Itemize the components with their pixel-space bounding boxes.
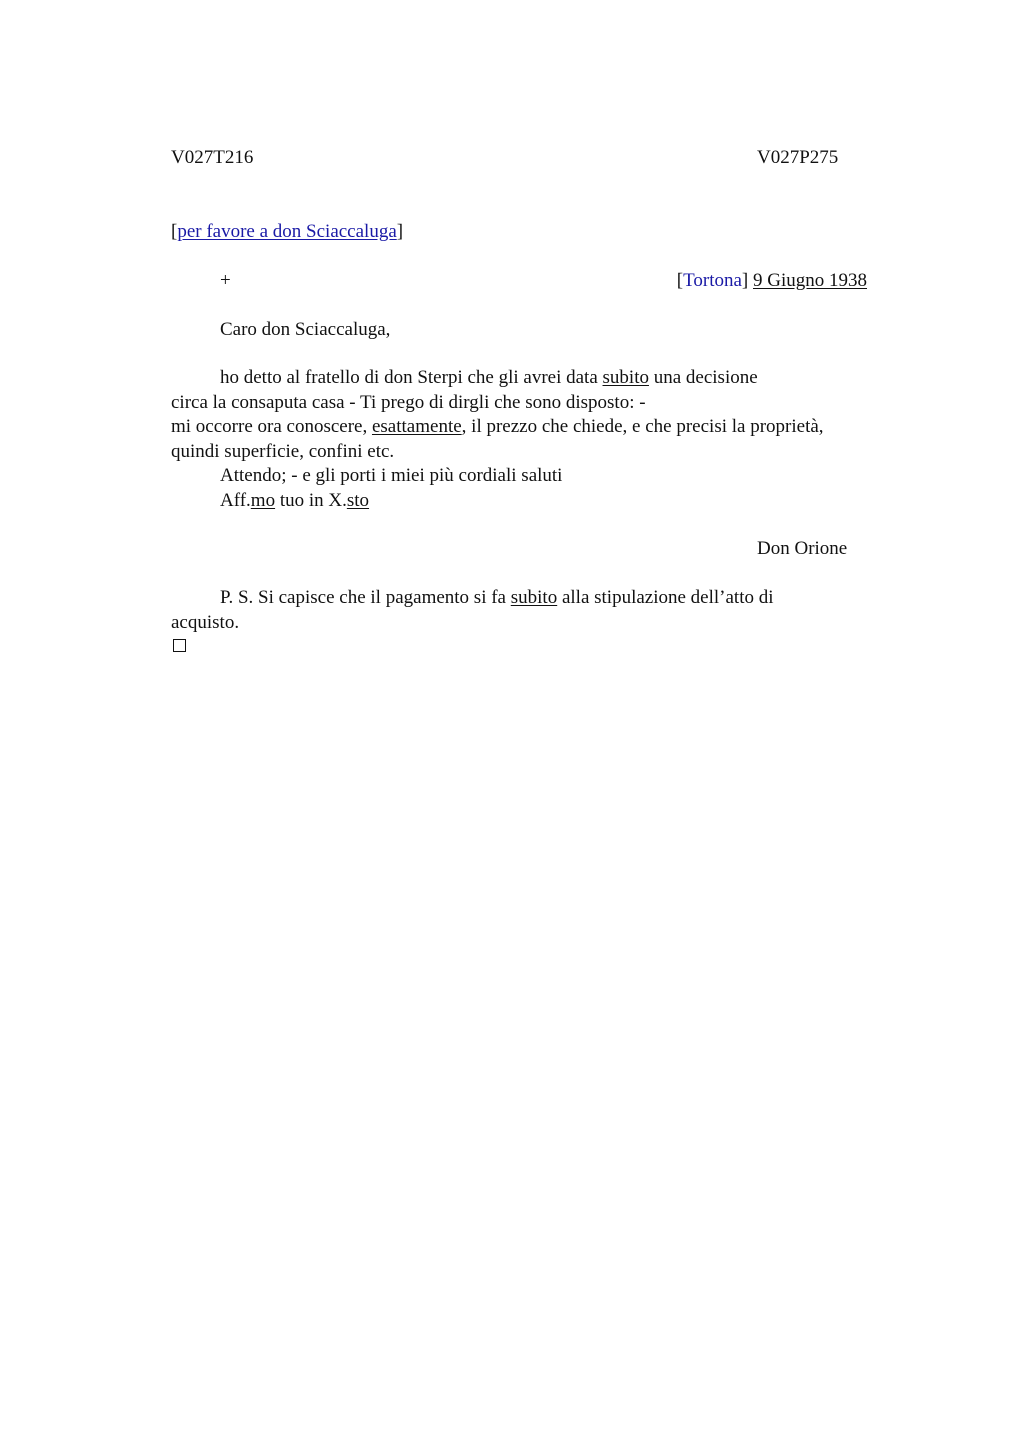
- end-square-icon: [173, 639, 186, 652]
- address-link[interactable]: per favore a don Sciaccaluga: [177, 221, 397, 242]
- salutation: Caro don Sciaccaluga,: [220, 319, 391, 340]
- dateline: [677, 269, 867, 293]
- postscript-line-2: acquisto.: [171, 612, 240, 633]
- postscript-line-1: [220, 586, 774, 610]
- body-line-4: quindi superficie, confini etc.: [171, 441, 395, 462]
- body-text: una decisione: [648, 367, 758, 388]
- place-link[interactable]: Tortona: [683, 270, 742, 291]
- closing-text: tuo in X.: [275, 490, 347, 511]
- postscript-text: alla stipulazione dell’atto di: [557, 587, 774, 608]
- underlined-word: sto: [346, 490, 370, 511]
- address-close-bracket: ]: [396, 221, 404, 242]
- body-text: , il prezzo che chiede, e che precisi la proprietà,: [461, 416, 824, 437]
- letter-date: 9 Giugno 1938: [753, 270, 867, 291]
- body-line-2: circa la consaputa casa - Ti prego di dirgli che sono disposto: -: [171, 392, 646, 413]
- underlined-word: mo: [250, 490, 276, 511]
- document-code-left: V027T216: [171, 147, 254, 168]
- closing-line: [220, 489, 369, 513]
- dateline-close-bracket: ]: [741, 270, 749, 291]
- underlined-word: subito: [510, 587, 558, 608]
- closing-text: Aff.: [220, 490, 251, 511]
- underlined-word: subito: [602, 367, 649, 388]
- address-line: [171, 220, 403, 244]
- postscript-text: P. S. Si capisce che il pagamento si fa: [220, 587, 511, 608]
- dateline-open-bracket: [: [676, 270, 684, 291]
- document-code-right: V027P275: [757, 147, 839, 168]
- address-open-bracket: [: [171, 221, 178, 242]
- body-line-3: [171, 415, 824, 439]
- body-line-5: Attendo; - e gli porti i miei più cordiali saluti: [220, 465, 563, 486]
- body-text: ho detto al fratello di don Sterpi che gli avrei data: [220, 367, 603, 388]
- signature: Don Orione: [757, 538, 848, 559]
- body-line-1: [220, 366, 758, 390]
- underlined-word: esattamente: [371, 416, 462, 437]
- body-text: mi occorre ora conoscere,: [171, 416, 372, 437]
- cross-symbol: +: [220, 270, 231, 291]
